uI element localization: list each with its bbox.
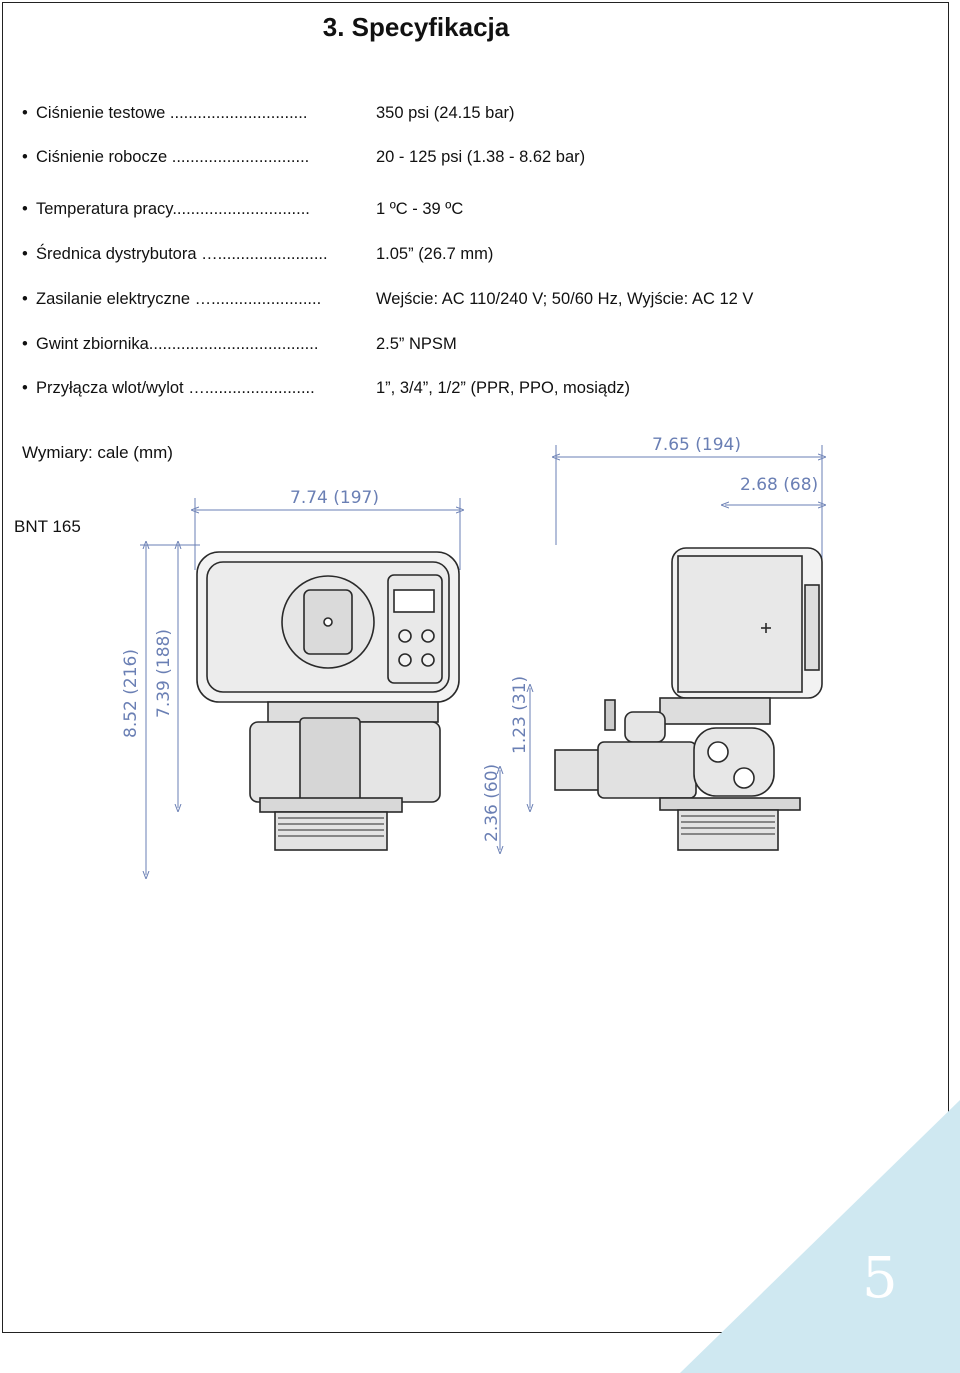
- model-label: BNT 165: [14, 517, 81, 536]
- page-number: 5: [862, 1246, 898, 1311]
- valve-side-view: [555, 548, 822, 850]
- bullet-icon: •: [22, 290, 28, 308]
- dim-front-width: 7.74 (197): [290, 488, 379, 508]
- spec-value: 1 ºC - 39 ºC: [376, 200, 464, 218]
- spec-value: Wejście: AC 110/240 V; 50/60 Hz, Wyjście: AC 12 V: [376, 290, 754, 308]
- bullet-icon: •: [22, 245, 28, 263]
- dim-side-depth: 2.68 (68): [740, 475, 819, 495]
- bullet-icon: •: [22, 200, 28, 218]
- spec-value: 1.05” (26.7 mm): [376, 245, 494, 263]
- dim-side-thread-height: 2.36 (60): [482, 763, 502, 842]
- bullet-icon: •: [22, 148, 28, 166]
- spec-name: Temperatura pracy..............................: [36, 200, 310, 218]
- spec-value: 20 - 125 psi (1.38 - 8.62 bar): [376, 148, 586, 166]
- dimensions-label: Wymiary: cale (mm): [22, 443, 173, 462]
- spec-value: 2.5” NPSM: [376, 335, 457, 353]
- spec-name: Zasilanie elektryczne …........................: [36, 290, 322, 308]
- page-title: 3. Specyfikacja: [322, 12, 510, 42]
- spec-value: 1”, 3/4”, 1/2” (PPR, PPO, mosiądz): [376, 379, 630, 397]
- dim-front-height-total: 8.52 (216): [121, 649, 141, 738]
- spec-value: 350 psi (24.15 bar): [376, 104, 515, 122]
- bullet-icon: •: [22, 104, 28, 122]
- spec-name: Ciśnienie testowe ..............................: [36, 104, 308, 122]
- bullet-icon: •: [22, 379, 28, 397]
- bullet-icon: •: [22, 335, 28, 353]
- spec-name: Ciśnienie robocze ..............................: [36, 148, 310, 166]
- spec-name: Przyłącza wlot/wylot …........................: [36, 379, 315, 397]
- dim-front-height-body: 7.39 (188): [154, 629, 174, 718]
- spec-name: Gwint zbiornika.....................................: [36, 335, 319, 353]
- spec-name: Średnica dystrybutora …........................: [36, 245, 328, 263]
- dim-side-width: 7.65 (194): [652, 435, 741, 455]
- dim-side-outlet-height: 1.23 (31): [510, 675, 530, 754]
- valve-front-view: [197, 552, 459, 850]
